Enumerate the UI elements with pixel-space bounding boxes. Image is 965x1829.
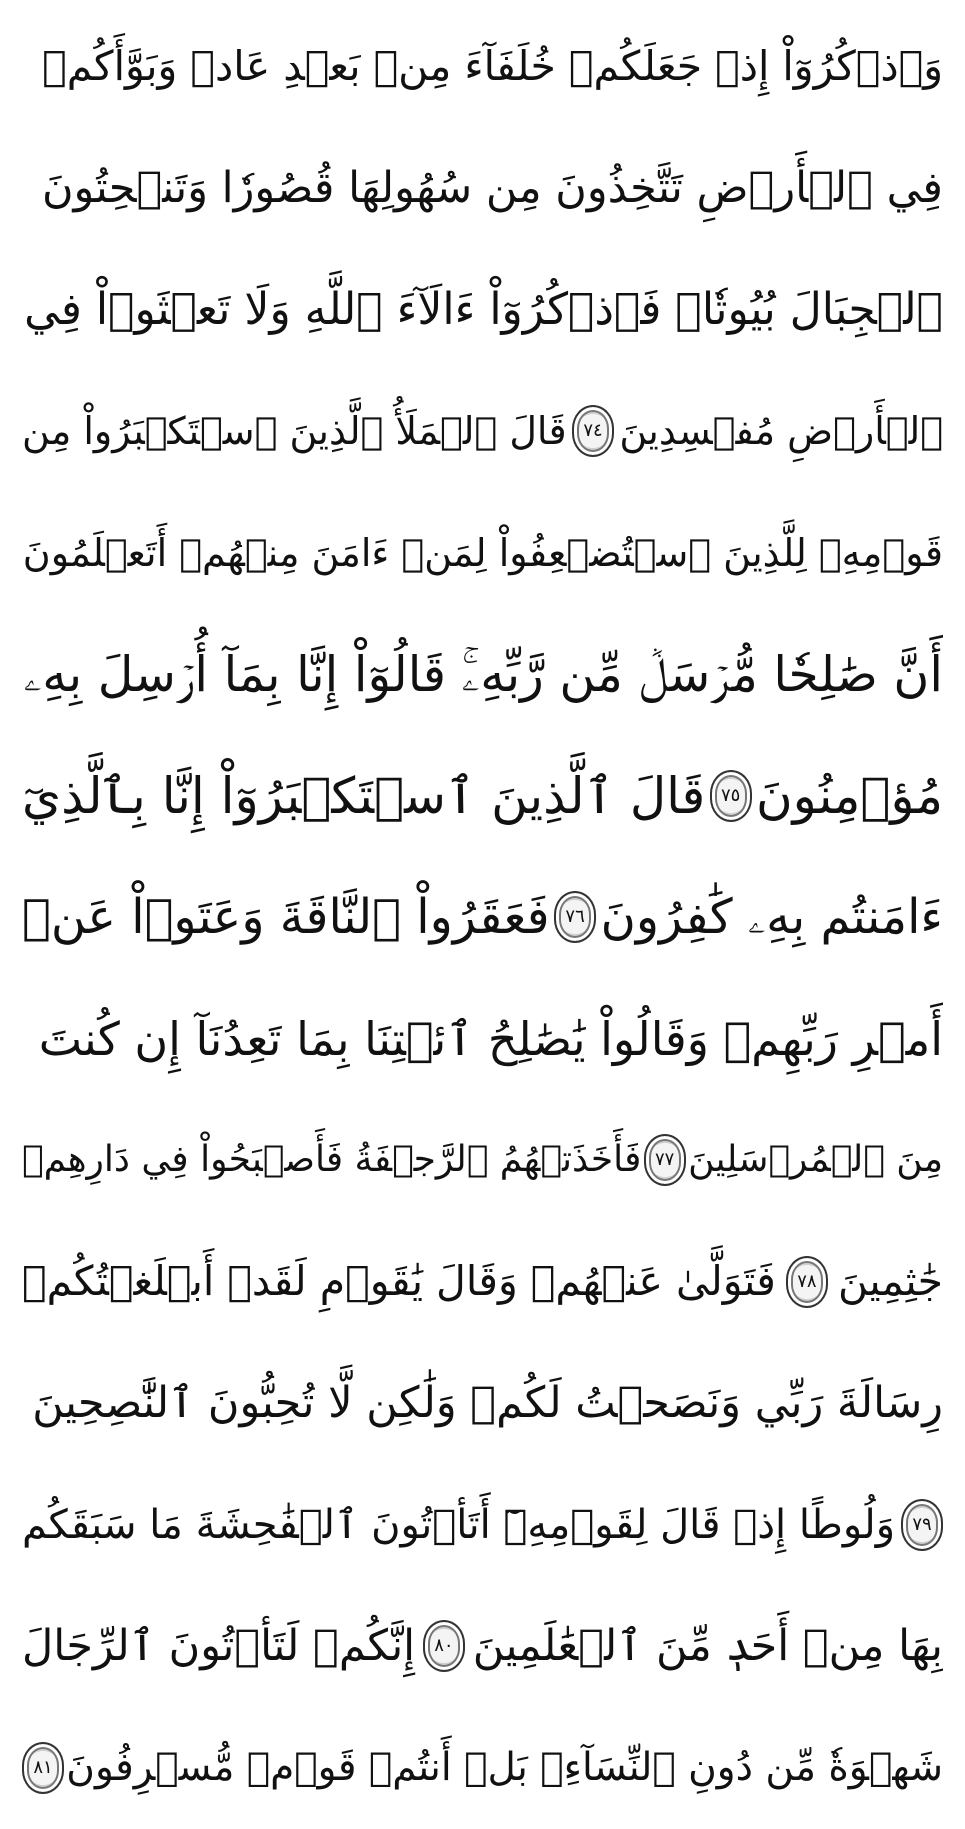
text-line-8: [22, 857, 943, 979]
text-line-12: [22, 1343, 943, 1465]
verse-text: رِسَالَةَ رَبِّي وَنَصَحۡتُ لَكُمۡ وَلَٰكِن لَّا تُحِبُّونَ ٱلنَّٰصِحِينَ: [32, 1377, 943, 1428]
verse-number-marker: ٧٤: [572, 405, 614, 457]
verse-text: إِنَّكُمۡ لَتَأۡتُونَ ٱلرِّجَالَ: [22, 1620, 416, 1671]
verse-text: ٱلۡجِبَالَ بُيُوتٗاۖ فَٱذۡكُرُوٓاْ ءَالَآءَ ٱللَّهِ وَلَا تَعۡثَوۡاْ فِي: [24, 283, 943, 335]
text-line-5: [22, 492, 943, 614]
verse-text: أَنَّ صَٰلِحٗا مُّرۡسَلٞ مِّن رَّبِّهِۦۚ قَالُوٓاْ إِنَّا بِمَآ أُرۡسِلَ بِهِۦ: [23, 645, 943, 703]
text-line-1: [22, 6, 943, 128]
verse-text: ءَامَنتُم بِهِۦ كَٰفِرُونَ: [600, 889, 943, 946]
text-line-3: [22, 249, 943, 371]
verse-text: قَالَ ٱلۡمَلَأُ ٱلَّذِينَ ٱسۡتَكۡبَرُواْ مِن: [22, 409, 567, 454]
text-line-2: [22, 128, 943, 250]
verse-number-marker: ٨٠: [423, 1620, 465, 1672]
verse-text: أَمۡرِ رَبِّهِمۡ وَقَالُواْ يَٰصَٰلِحُ ٱئۡتِنَا بِمَا تَعِدُنَآ إِن كُنتَ: [38, 1011, 943, 1066]
verse-text: فَأَخَذَتۡهُمُ ٱلرَّجۡفَةُ فَأَصۡبَحُواْ فِي دَارِهِمۡ: [22, 1139, 642, 1181]
verse-text: قَالَ ٱلَّذِينَ ٱسۡتَكۡبَرُوٓاْ إِنَّا بِٱلَّذِيٓ: [22, 766, 706, 825]
verse-number-marker: ٧٥: [710, 770, 752, 822]
verse-number-marker: ٧٦: [554, 891, 596, 943]
text-line-14: [22, 1586, 943, 1708]
text-line-4: [22, 371, 943, 493]
text-line-15: [22, 1707, 943, 1829]
verse-text: مِنَ ٱلۡمُرۡسَلِينَ: [688, 1139, 943, 1181]
verse-text: فَعَقَرُواْ ٱلنَّاقَةَ وَعَتَوۡاْ عَنۡ: [22, 889, 550, 946]
verse-text: قَوۡمِهِۦ لِلَّذِينَ ٱسۡتُضۡعِفُواْ لِمَنۡ ءَامَنَ مِنۡهُمۡ أَتَعۡلَمُونَ: [22, 530, 943, 575]
verse-number-marker: ٧٩: [901, 1499, 943, 1551]
text-line-9: [22, 978, 943, 1100]
text-line-10: [22, 1100, 943, 1222]
verse-text: فَتَوَلَّىٰ عَنۡهُمۡ وَقَالَ يَٰقَوۡمِ لَقَدۡ أَبۡلَغۡتُكُمۡ: [22, 1257, 776, 1306]
text-line-11: [22, 1221, 943, 1343]
verse-text: فِي ٱلۡأَرۡضِ تَتَّخِذُونَ مِن سُهُولِهَا قُصُورٗا وَتَنۡحِتُونَ: [41, 162, 943, 213]
verse-number-marker: ٧٨: [786, 1256, 828, 1308]
text-line-13: [22, 1464, 943, 1586]
verse-text: وَٱذۡكُرُوٓاْ إِذۡ جَعَلَكُمۡ خُلَفَآءَ مِنۢ بَعۡدِ عَادٖ وَبَوَّأَكُمۡ: [42, 42, 943, 91]
verse-text: مُؤۡمِنُونَ: [755, 766, 943, 825]
verse-text: جَٰثِمِينَ: [837, 1257, 943, 1306]
verse-text: ٱلۡأَرۡضِ مُفۡسِدِينَ: [619, 409, 943, 454]
text-line-7: [22, 735, 943, 857]
verse-text: شَهۡوَةٗ مِّن دُونِ ٱلنِّسَآءِۚ بَلۡ أَنتُمۡ قَوۡمٞ مُّسۡرِفُونَ: [66, 1745, 943, 1791]
verse-number-marker: ٨١: [22, 1742, 64, 1794]
verse-number-marker: ٧٧: [644, 1134, 686, 1186]
verse-text: وَلُوطًا إِذۡ قَالَ لِقَوۡمِهِۦٓ أَتَأۡتُونَ ٱلۡفَٰحِشَةَ مَا سَبَقَكُم: [22, 1501, 896, 1548]
text-line-6: [22, 614, 943, 736]
verse-text: بِهَا مِنۡ أَحَدٖ مِّنَ ٱلۡعَٰلَمِينَ: [472, 1620, 943, 1671]
